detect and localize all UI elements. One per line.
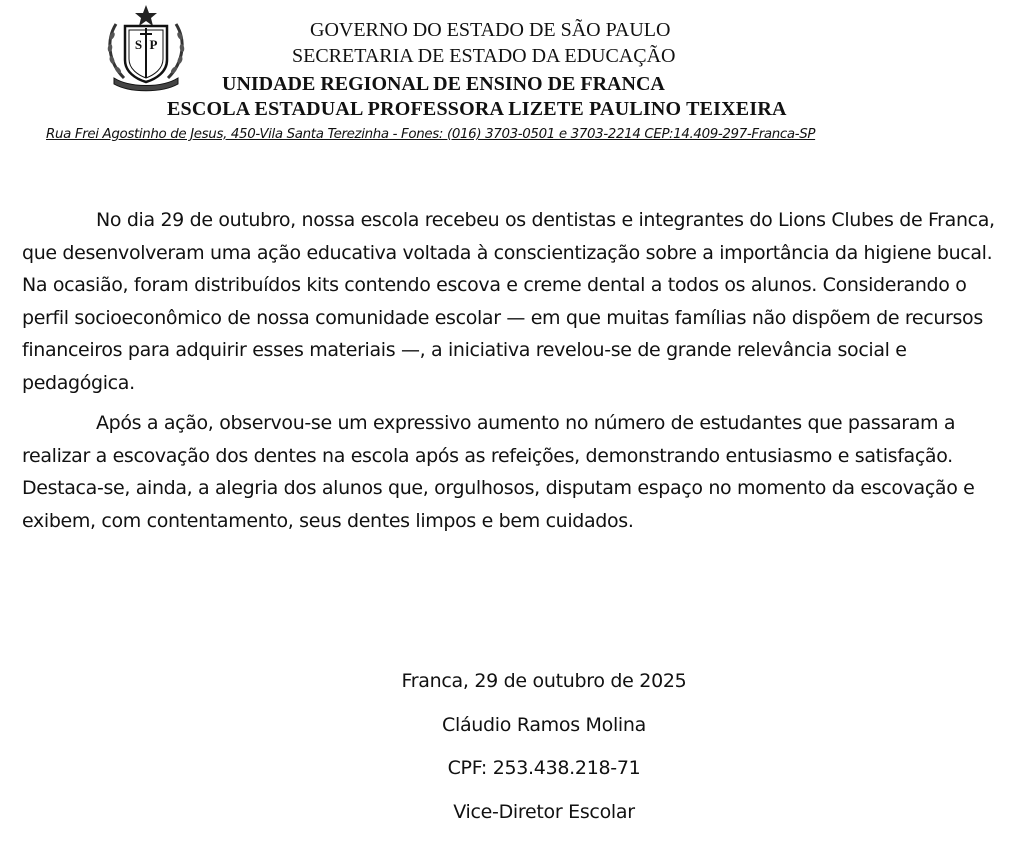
signer-cpf: CPF: 253.438.218-71 xyxy=(447,757,641,779)
signer-role: Vice-Diretor Escolar xyxy=(453,800,635,823)
school-name: ESCOLA ESTADUAL PROFESSORA LIZETE PAULINO TEIXEIRA xyxy=(167,98,787,120)
regional-unit-name: UNIDADE REGIONAL DE ENSINO DE FRANCA xyxy=(222,73,665,95)
seal-letters: P xyxy=(149,37,158,52)
signature-block xyxy=(0,664,1024,838)
secretariat-name: SECRETARIA DE ESTADO DA EDUCAÇÃO xyxy=(292,45,676,67)
signer-name: Cláudio Ramos Molina xyxy=(442,713,646,736)
school-address: Rua Frei Agostinho de Jesus, 450-Vila Santa Terezinha - Fones: (016) 3703-0501 e 3703-2214 CEP:14.409-297-Franca-SP xyxy=(46,127,816,142)
paragraph-1: No dia 29 de outubro, nossa escola recebeu os dentistas e integrantes do Lions Clubes de Franca, que desenvolveram uma ação educativa voltada à conscientização sobre a importância da higiene bucal. Na ocasião, foram distribuídos kits contendo escova e creme dental a todos os alunos. Considerando o perfil socioeconômico de nossa comunidade escolar — em que muitas famílias não dispõem de recursos financeiros para adquirir esses materiais —, a iniciativa revelou-se de grande relevância social e pedagógica. xyxy=(22,209,995,394)
place-date: Franca, 29 de outubro de 2025 xyxy=(401,670,687,692)
sao-paulo-coat-of-arms-icon xyxy=(100,4,192,92)
government-name: GOVERNO DO ESTADO DE SÃO PAULO xyxy=(310,19,671,41)
seal-letters: S xyxy=(134,37,143,52)
letter-body xyxy=(22,204,998,545)
letterhead xyxy=(0,0,1024,150)
paragraph-2: Após a ação, observou-se um expressivo aumento no número de estudantes que passaram a realizar a escovação dos dentes na escola após as refeições, demonstrando entusiasmo e satisfação. Destaca-se, ainda, a alegria dos alunos que, orgulhosos, disputam espaço no momento da escovação e exibem, com contentamento, seus dentes limpos e bem cuidados. xyxy=(22,412,975,532)
